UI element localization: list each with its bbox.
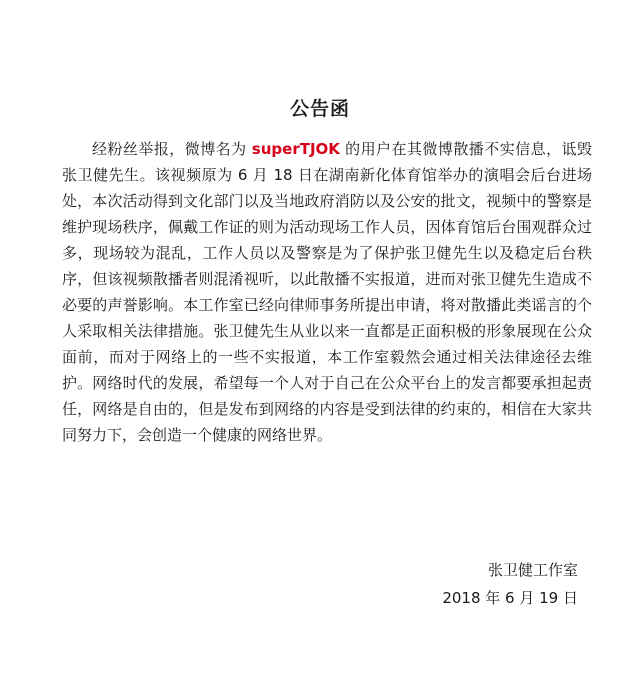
notice-body: [62, 136, 592, 448]
body-text-before: 经粉丝举报，微博名为: [92, 140, 252, 158]
notice-date: 2018 年 6 月 19 日: [442, 589, 578, 607]
studio-name: 张卫健工作室: [487, 561, 578, 579]
weibo-username: superTJOK: [251, 140, 340, 158]
body-text-after: 的用户在其微博散播不实信息，诋毁张卫健先生。该视频原为 6 月 18 日在湖南新化体育馆举办的演唱会后台进场处，本次活动得到文化部门以及当地政府消防以及公安的批文，视频中的警察是维护现场秩序，佩戴工作证的则为活动现场工作人员，因体育馆后台围观群众过多，现场较为混乱，工作人员以及警察是为了保护张卫健先生以及稳定后台秩序，但该视频散播者则混淆视听，以此散播不实报道，进而对张卫健先生造成不必要的声誉影响。本工作室已经向律师事务所提出申请，将对散播此类谣言的个人采取相关法律措施。张卫健先生从业以来一直都是正面积极的形象展现在公众面前，而对于网络上的一些不实报道，本工作室毅然会通过相关法律途径去维护。网络时代的发展，希望每一个人对于自己在公众平台上的发言都要承担起责任，网络是自由的，但是发布到网络的内容是受到法律的约束的，相信在大家共同努力下，会创造一个健康的网络世界。: [62, 140, 592, 444]
signature-block: [442, 556, 578, 612]
notice-title: 公告函: [289, 98, 350, 120]
